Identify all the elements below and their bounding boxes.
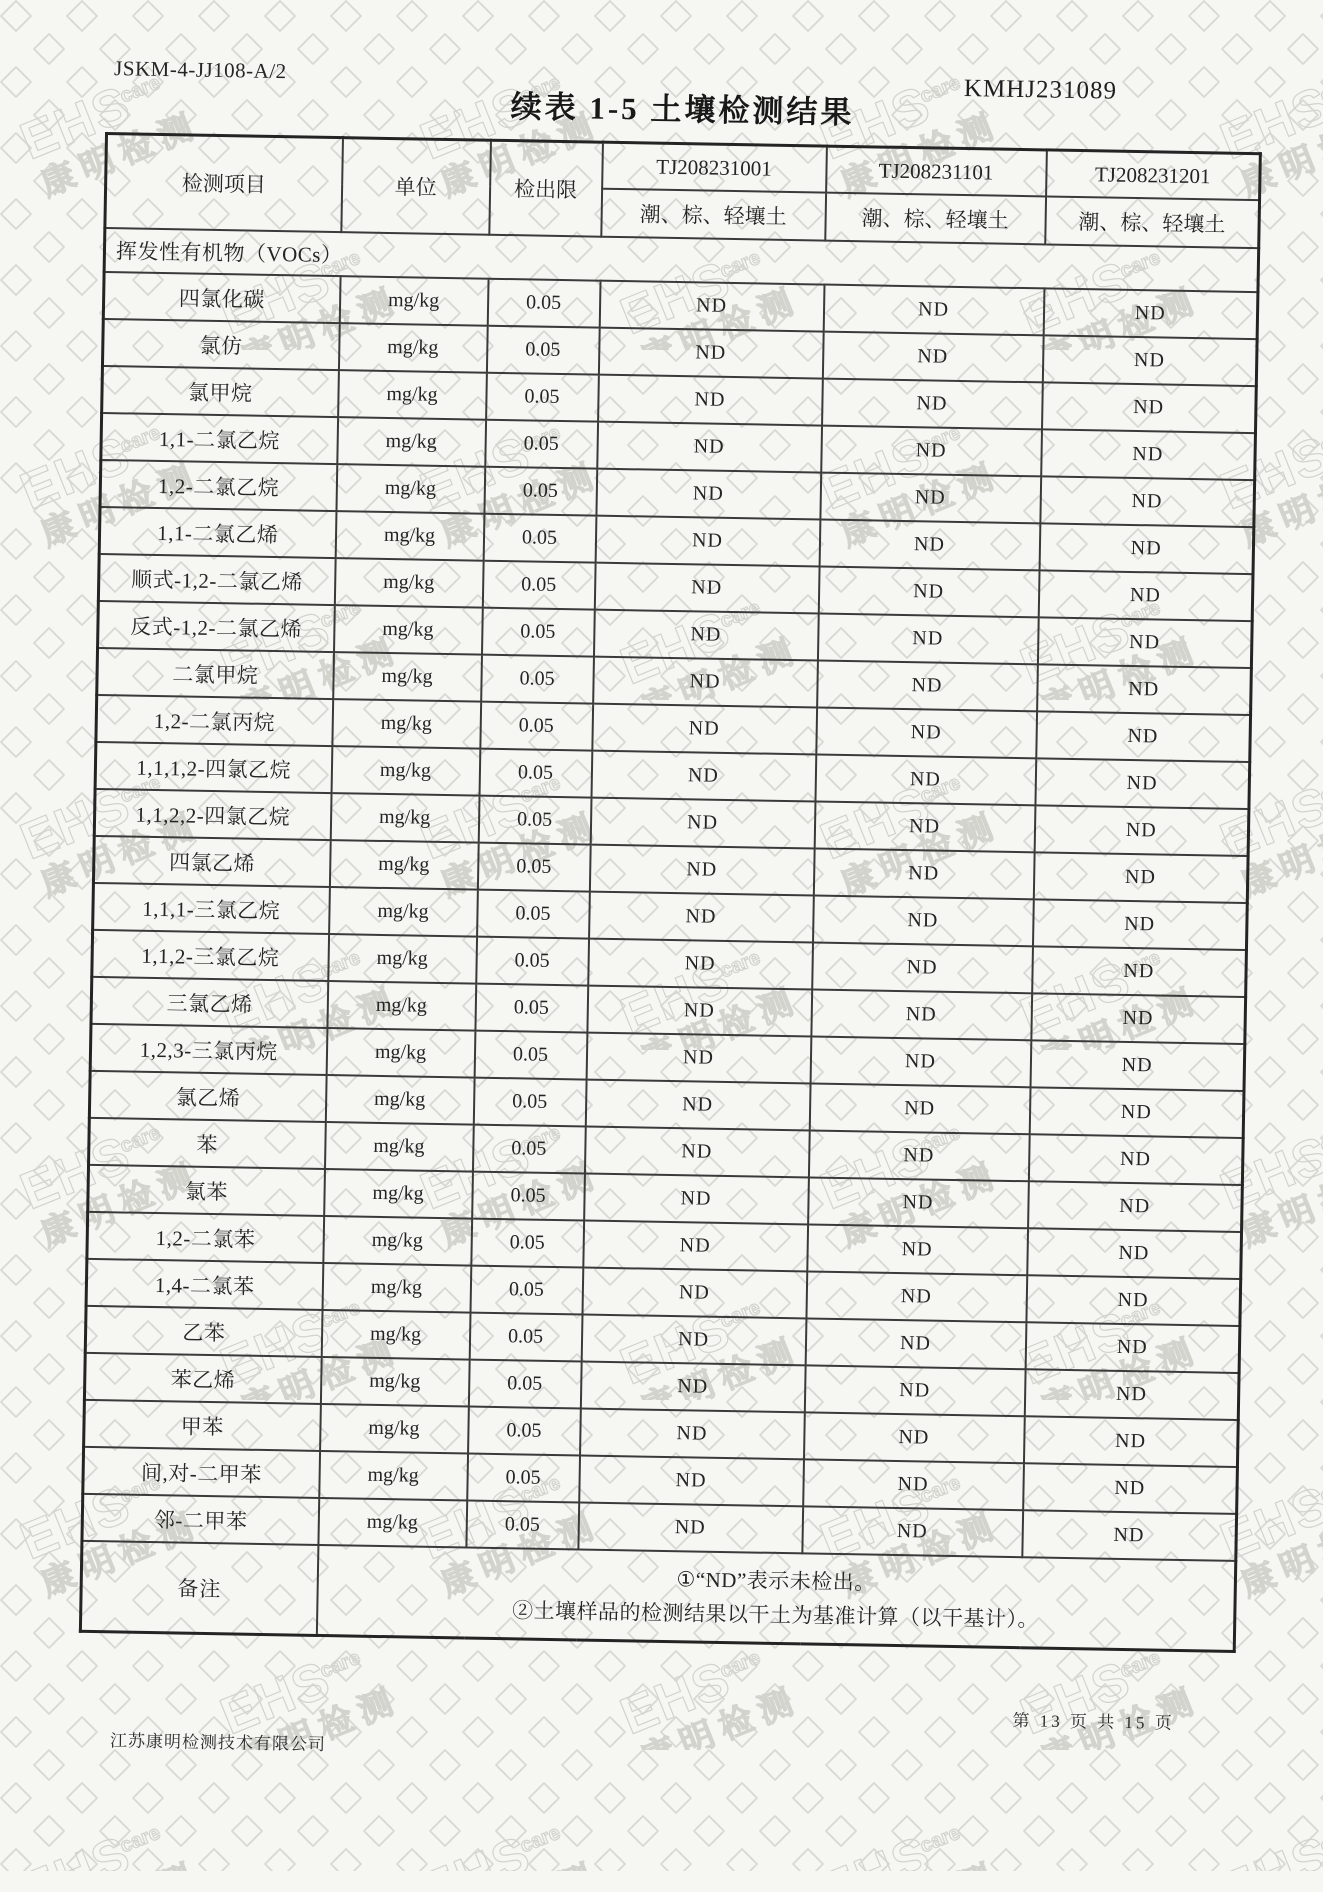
unit-cell: mg/kg	[324, 1169, 473, 1219]
detection-limit-cell: 0.05	[484, 467, 597, 516]
result-cell: ND	[815, 754, 1036, 805]
unit-cell: mg/kg	[334, 605, 483, 655]
detection-limit-cell: 0.05	[478, 796, 591, 845]
result-cell: ND	[1037, 617, 1252, 668]
result-cell: ND	[1032, 946, 1247, 997]
detection-limit-cell: 0.05	[487, 279, 600, 328]
result-cell: ND	[808, 1177, 1029, 1228]
result-cell: ND	[810, 1036, 1031, 1087]
sample-soil-type: 潮、棕、轻壤土	[825, 193, 1046, 245]
analyte-name-cell: 氯苯	[88, 1165, 325, 1216]
analyte-name-cell: 间,对-二甲苯	[83, 1447, 320, 1498]
result-cell: ND	[592, 704, 817, 755]
result-cell: ND	[806, 1271, 1027, 1322]
sample-id: TJ208231001	[602, 142, 827, 192]
analyte-name-cell: 1,1,1,2-四氯乙烷	[95, 742, 332, 793]
detection-limit-cell: 0.05	[483, 514, 596, 563]
analyte-name-cell: 1,2-二氯乙烷	[100, 460, 337, 511]
result-cell: ND	[588, 939, 813, 990]
analyte-name-cell: 甲苯	[84, 1400, 321, 1451]
analyte-name-cell: 顺式-1,2-二氯乙烯	[98, 554, 335, 605]
analyte-name-cell: 1,1-二氯乙烯	[99, 507, 336, 558]
detection-limit-cell: 0.05	[481, 655, 594, 704]
result-cell: ND	[587, 986, 812, 1037]
unit-cell: mg/kg	[333, 652, 482, 702]
result-cell: ND	[813, 848, 1034, 899]
unit-cell: mg/kg	[322, 1263, 471, 1313]
page-title: 续表 1-5 土壤检测结果	[510, 89, 855, 131]
result-cell: ND	[809, 1083, 1030, 1134]
result-cell: ND	[811, 989, 1032, 1040]
footer-company-name: 江苏康明检测技术有限公司	[109, 1731, 327, 1755]
result-cell: ND	[813, 895, 1034, 946]
result-cell: ND	[1037, 664, 1252, 715]
remark-row	[80, 1541, 1235, 1652]
detection-limit-cell: 0.05	[468, 1360, 581, 1409]
detection-limit-cell: 0.05	[481, 608, 594, 657]
unit-cell: mg/kg	[328, 934, 477, 984]
unit-cell: mg/kg	[324, 1122, 473, 1172]
unit-cell: mg/kg	[326, 1028, 475, 1078]
result-cell: ND	[578, 1502, 803, 1553]
detection-limit-cell: 0.05	[486, 326, 599, 375]
unit-cell: mg/kg	[320, 1404, 469, 1454]
result-cell: ND	[1034, 805, 1249, 856]
result-cell: ND	[819, 520, 1040, 571]
result-cell: ND	[803, 1459, 1024, 1510]
result-cell: ND	[585, 1080, 810, 1131]
footer-page-number: 第 13 页 共 15 页	[1012, 1711, 1175, 1733]
analyte-name-cell: 1,2-二氯苯	[87, 1212, 324, 1263]
unit-cell: mg/kg	[318, 1498, 467, 1548]
result-cell: ND	[581, 1315, 806, 1366]
remark-label: 备注	[80, 1541, 318, 1636]
result-cell: ND	[1035, 758, 1250, 809]
sample-id: TJ208231201	[1046, 150, 1261, 200]
result-cell: ND	[1023, 1463, 1238, 1514]
analyte-name-cell: 苯	[89, 1118, 326, 1169]
unit-cell: mg/kg	[327, 981, 476, 1031]
result-cell: ND	[1036, 711, 1251, 762]
result-cell: ND	[808, 1130, 1029, 1181]
detection-limit-cell: 0.05	[479, 749, 592, 798]
detection-limit-cell: 0.05	[469, 1313, 582, 1362]
col-header-detection-limit: 检出限	[489, 140, 603, 236]
detection-limit-cell: 0.05	[473, 1078, 586, 1127]
result-cell: ND	[597, 422, 822, 473]
analyte-name-cell: 四氯乙烯	[93, 836, 330, 887]
result-cell: ND	[1040, 476, 1255, 527]
result-cell: ND	[590, 798, 815, 849]
unit-cell: mg/kg	[336, 464, 485, 514]
sample-soil-type: 潮、棕、轻壤土	[601, 189, 826, 241]
unit-cell: mg/kg	[323, 1216, 472, 1266]
result-cell: ND	[821, 426, 1042, 477]
analyte-name-cell: 1,1,1-三氯乙烷	[93, 883, 330, 934]
result-cell: ND	[580, 1361, 805, 1412]
result-cell: ND	[812, 942, 1033, 993]
result-cell: ND	[820, 473, 1041, 524]
result-cell: ND	[1042, 335, 1257, 386]
result-cell: ND	[822, 379, 1043, 430]
detection-limit-cell: 0.05	[474, 1031, 587, 1080]
analyte-name-cell: 1,1,2-三氯乙烷	[92, 930, 329, 981]
analyte-name-cell: 乙苯	[85, 1306, 322, 1357]
analyte-name-cell: 1,4-二氯苯	[86, 1259, 323, 1310]
result-cell: ND	[593, 657, 818, 708]
detection-limit-cell: 0.05	[480, 702, 593, 751]
remark-body	[316, 1545, 1235, 1652]
detection-limit-cell: 0.05	[466, 1501, 579, 1550]
unit-cell: mg/kg	[335, 511, 484, 561]
sample-soil-type: 潮、棕、轻壤土	[1045, 196, 1260, 248]
result-cell: ND	[1025, 1322, 1240, 1373]
result-cell: ND	[1042, 382, 1257, 433]
result-cell: ND	[817, 614, 1038, 665]
result-cell: ND	[580, 1408, 805, 1459]
result-cell: ND	[807, 1224, 1028, 1275]
result-cell: ND	[1038, 570, 1253, 621]
result-cell: ND	[814, 801, 1035, 852]
analyte-name-cell: 三氯乙烯	[91, 977, 328, 1028]
result-cell: ND	[817, 661, 1038, 712]
result-cell: ND	[805, 1318, 1026, 1369]
result-cell: ND	[1032, 899, 1247, 950]
report-number: KMHJ231089	[963, 74, 1118, 105]
detection-limit-cell: 0.05	[477, 890, 590, 939]
unit-cell: mg/kg	[325, 1075, 474, 1125]
unit-cell: mg/kg	[319, 1451, 468, 1501]
remark-line: ②土壤样品的检测结果以干土为基准计算（以干基计）。	[511, 1598, 1040, 1632]
result-cell: ND	[1023, 1416, 1238, 1467]
remark-line: ①“ND”表示未检出。	[676, 1567, 876, 1595]
analyte-name-cell: 1,2,3-三氯丙烷	[90, 1024, 327, 1075]
result-cell: ND	[598, 375, 823, 426]
analyte-name-cell: 1,2-二氯丙烷	[96, 695, 333, 746]
analyte-name-cell: 氯乙烯	[89, 1071, 326, 1122]
col-header-test-item: 检测项目	[105, 134, 343, 233]
result-cell: ND	[1039, 523, 1254, 574]
analyte-name-cell: 二氯甲烷	[97, 648, 334, 699]
analyte-name-cell: 氯仿	[102, 319, 339, 370]
result-cell: ND	[1029, 1087, 1244, 1138]
result-cell: ND	[1028, 1181, 1243, 1232]
result-cell: ND	[1041, 429, 1256, 480]
unit-cell: mg/kg	[338, 370, 487, 420]
detection-limit-cell: 0.05	[485, 420, 598, 469]
unit-cell: mg/kg	[332, 699, 481, 749]
detection-limit-cell: 0.05	[472, 1172, 585, 1221]
unit-cell: mg/kg	[329, 840, 478, 890]
unit-cell: mg/kg	[338, 323, 487, 373]
result-cell: ND	[593, 610, 818, 661]
result-cell: ND	[803, 1412, 1024, 1463]
result-cell: ND	[583, 1221, 808, 1272]
result-cell: ND	[1026, 1275, 1241, 1326]
analyte-name-cell: 1,1,2,2-四氯乙烷	[94, 789, 331, 840]
analyte-name-cell: 反式-1,2-二氯乙烯	[98, 601, 335, 652]
result-cell: ND	[804, 1365, 1025, 1416]
result-cell: ND	[584, 1174, 809, 1225]
result-cell: ND	[818, 567, 1039, 618]
result-cell: ND	[586, 1033, 811, 1084]
unit-cell: mg/kg	[329, 887, 478, 937]
result-cell: ND	[584, 1127, 809, 1178]
result-cell: ND	[823, 285, 1044, 336]
result-cell: ND	[589, 892, 814, 943]
soil-test-results-table	[79, 132, 1262, 1653]
result-cell: ND	[1022, 1510, 1237, 1561]
detection-limit-cell: 0.05	[477, 843, 590, 892]
unit-cell: mg/kg	[334, 558, 483, 608]
analyte-name-cell: 邻-二甲苯	[82, 1494, 319, 1545]
result-cell: ND	[598, 328, 823, 379]
result-cell: ND	[589, 845, 814, 896]
analyte-name-cell: 氯甲烷	[102, 366, 339, 417]
analyte-name-cell: 苯乙烯	[84, 1353, 321, 1404]
document-code: JSKM-4-JJ108-A/2	[113, 56, 287, 84]
result-cell: ND	[1043, 288, 1258, 339]
result-cell: ND	[591, 751, 816, 802]
detection-limit-cell: 0.05	[467, 1454, 580, 1503]
result-cell: ND	[822, 332, 1043, 383]
unit-cell: mg/kg	[337, 417, 486, 467]
result-cell: ND	[1033, 852, 1248, 903]
result-cell: ND	[594, 563, 819, 614]
detection-limit-cell: 0.05	[470, 1266, 583, 1315]
unit-cell: mg/kg	[320, 1357, 469, 1407]
result-cell: ND	[1027, 1228, 1242, 1279]
unit-cell: mg/kg	[321, 1310, 470, 1360]
result-cell: ND	[816, 708, 1037, 759]
result-cell: ND	[1024, 1369, 1239, 1420]
result-cell: ND	[582, 1268, 807, 1319]
result-cell: ND	[1031, 993, 1246, 1044]
analyte-name-cell: 四氯化碳	[103, 272, 340, 323]
detection-limit-cell: 0.05	[482, 561, 595, 610]
unit-cell: mg/kg	[331, 746, 480, 796]
detection-limit-cell: 0.05	[471, 1219, 584, 1268]
result-cell: ND	[1028, 1134, 1243, 1185]
unit-cell: mg/kg	[339, 276, 488, 326]
col-header-unit: 单位	[341, 138, 491, 235]
result-cell: ND	[595, 516, 820, 567]
result-cell: ND	[579, 1455, 804, 1506]
detection-limit-cell: 0.05	[475, 984, 588, 1033]
detection-limit-cell: 0.05	[468, 1407, 581, 1456]
section-label: 挥发性有机物（VOCs）	[104, 228, 1259, 292]
result-cell: ND	[1030, 1040, 1245, 1091]
detection-limit-cell: 0.05	[476, 937, 589, 986]
result-cell: ND	[599, 281, 824, 332]
result-cell: ND	[802, 1506, 1023, 1557]
unit-cell: mg/kg	[330, 793, 479, 843]
detection-limit-cell: 0.05	[472, 1125, 585, 1174]
sample-id: TJ208231101	[826, 146, 1047, 196]
result-cell: ND	[596, 469, 821, 520]
analyte-name-cell: 1,1-二氯乙烷	[101, 413, 338, 464]
detection-limit-cell: 0.05	[486, 373, 599, 422]
